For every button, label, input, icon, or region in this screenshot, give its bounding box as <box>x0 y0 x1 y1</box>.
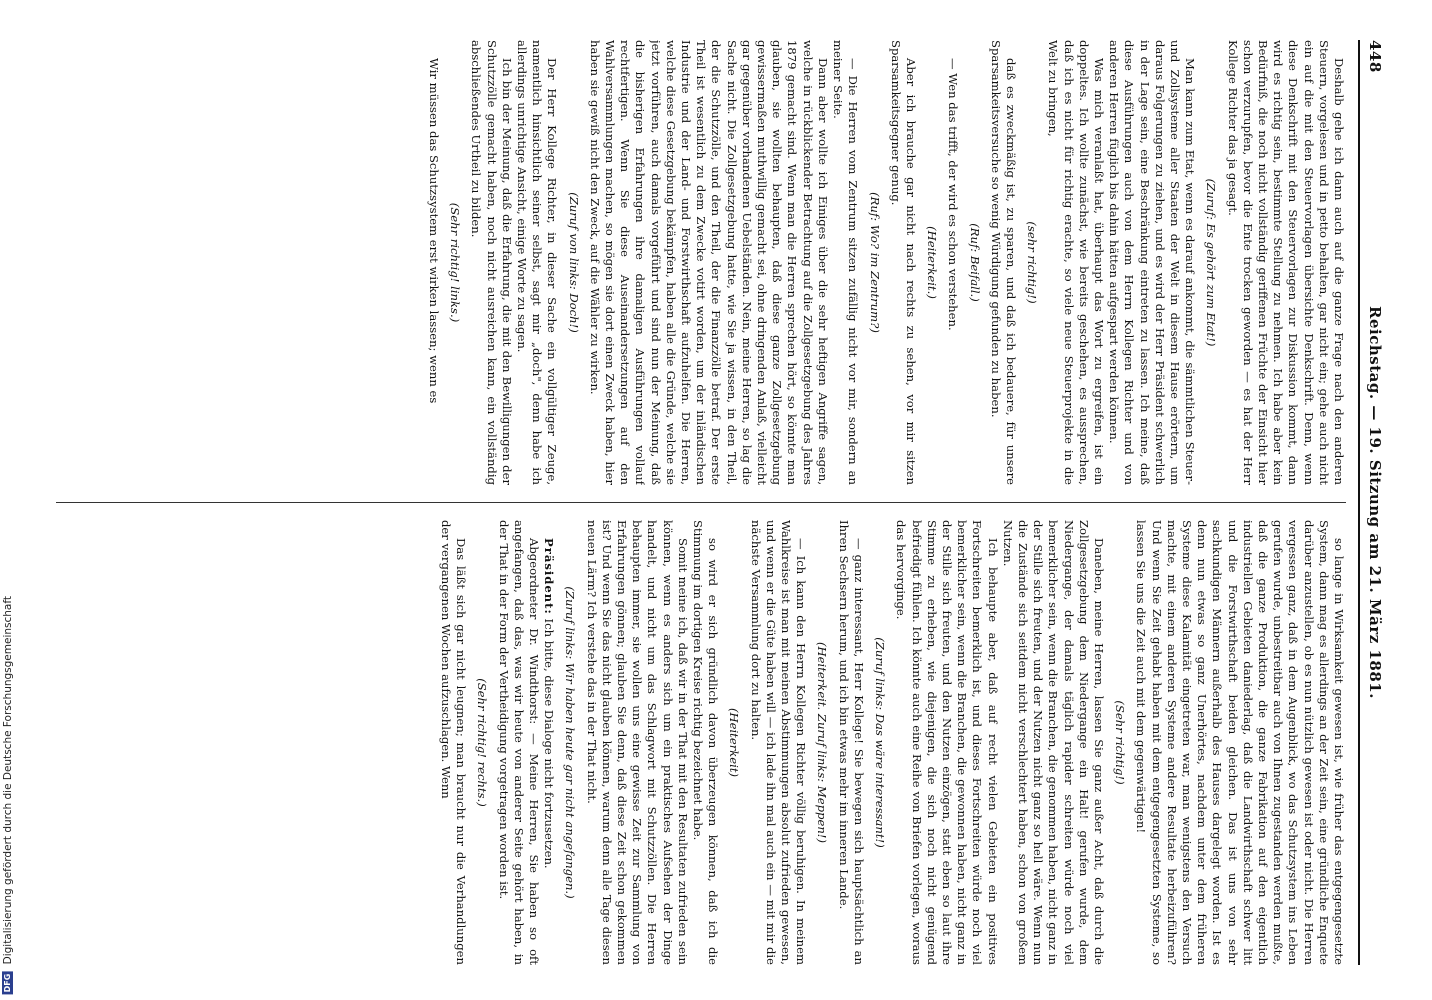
interjection: (Heiterkeit) <box>727 707 742 778</box>
left-column <box>46 40 1346 485</box>
paragraph: so lange in Wirksamkeit gewesen ist, wie früher das entgegengesetzte System, dann mag es allerdings an der Zeit sein, eine gründliche Enquete darüber anzustellen, ob es nun nützlich gewesen ist oder nicht. Die Herren vergessen ganz, daß in dem Augenblick, wo das Schutzsystem ins Leben gerufen wurde, unbestreitbar auch von Ihnen zugestanden werden mußte, daß die ganze Produktion, die ganze Fabrikation auf den eigentlich industriellen Gebieten daniederlag, daß die Landwirthschaft schwer litt und die Forstwirthschaft beiden gleichen. Das ist uns von sehr sachkundigen Männern außerhalb des Hauses dargelegt worden. Ist es denn nun etwas so ganz Unerhörtes, nachdem unter dem früheren Systeme diese Kalamität eingetreten war, man wenigstens den Versuch machte, mit einem anderen Systeme andere Resultate herbeizuführen? Und wenn Sie Zeit gehabt haben mit dem entgegengesetzten Systeme, so lassen Sie uns die Zeit auch mit dem gegenwärtigen! <box>1134 520 1346 965</box>
paragraph: — ganz interessant, Herr Kollege! Sie bewegen sich hauptsächtlich an Ihren Sechsern herum, und ich bin etwas mehr im inneren Lande. <box>836 520 866 965</box>
paragraph: Das läßt sich gar nicht leugnen; man braucht nur die Verhandlungen der vergangenen Wochen aufzuschlagen. Wenn <box>439 520 469 965</box>
paragraph: Ich behaupte aber, daß auf recht vielen Gebieten ein positives Fortschreiten bemerklich ist, und dieses Fortschreiten würde noch viel bemerklicher sein, wenn die Branchen, die gewonnen haben, nicht ganz in der Stille sich freuten, und den Nutzen einzögen, statt eben so laut ihre Stimme zu erheben, wie diejenigen, die sich noch nicht genügend befriedigt fühlen. Ich könnte auch eine Reihe von Briefen vorlegen, woraus das hervorginge. <box>894 520 1000 965</box>
interjection: (Zuruf links: Das wäre interessant!) <box>873 637 888 848</box>
paragraph: Der Herr Kollege Richter, in dieser Sache ein vollgültiger Zeuge, namentlich hinsichtlich seiner selbst, sagt mir „doch", denn habe ich allerdings unrichtige Ansicht, einige Worte zu sagen. <box>515 40 560 485</box>
digitization-credit: Digitalisierung gefördert durch die Deutsche Forschungsgemeinschaft <box>2 595 14 964</box>
speaker-paragraph <box>541 520 556 965</box>
paragraph: Deshalb gehe ich dann auch auf die ganze Frage nach den anderen Steuern, vorgelesen und in petto behalten, gar nicht ein; gehe auch nicht ein auf die mit den Steuervorlagen übersichte Denkschrift. Denn, wenn diese Denkschrift mit den Steuervorlagen zur Diskussion kommt, dann wird es richtig sein, bestimmte Stellung zu nehmen. Ich habe aber kein Bedürfniß, die noch nicht vollständig geriffenen Früchte der Einsicht hier schon verzurupfen, bevor die Ente trocken geworden — es hat der Herr Kollege Richter das ja gesagt. <box>1225 40 1346 485</box>
paragraph: Daneben, meine Herren, lassen Sie ganz außer Acht, daß durch die Zollgesetzgebung dem Niedergange ein Halt! gerufen wurde, dem Niedergange, der damals täglich rapider schreiten würde noch viel bemerklicher sein, wenn die Branchen, die genommen haben, nicht ganz in der Stille sich freuten, und der Nutzen nicht ganz so hell wäre. Wenn nun die Zustände sich seitdem nicht verschlechtert haben, schon von großem Nutzen. <box>1000 520 1106 965</box>
paragraph: Aber ich brauche gar nicht nach rechts zu sehen, vor mir sitzen Sparsamkeitsgegner genug. <box>888 40 918 485</box>
speaker-name: Präsident: <box>542 538 557 615</box>
interjection: (sehr richtig!) <box>1025 221 1040 304</box>
paragraph: Man kann zum Etat, wenn es darauf ankommt, die sämmtlichen Steuer- und Zollsysteme aller Staaten der Welt in diesem Hause erörtern, um daraus Folgerungen zu ziehen, und es wird der Herr Präsident schwerlich in der Lage sein, eine Beschränkung eintreten zu lassen. Ich meine, daß diese Ausführungen auch von dem Herrn Kollegen Richter und von anderen Herren füglich bis dahin hätten aufgespart werden können. <box>1107 40 1198 485</box>
interjection: (Zuruf links: Wir haben heute gar nicht angefangen.) <box>563 586 578 899</box>
paragraph: Abgeordneter Dr. Windthorst: — Meine Herren, Sie haben so oft angefangen, daß das, was wir heute von anderer Seite gehört haben, in der That in der Form der Vertheidigung vorgetragen worden ist. <box>496 520 542 965</box>
interjection: (Heiterkeit.) <box>925 226 940 299</box>
paragraph: — Wen das trifft, der wird es schon verstehen. <box>946 58 961 331</box>
paragraph: — Die Herren vom Zentrum sitzen zufällig nicht vor mir, sondern an meiner Seite. <box>831 40 861 485</box>
column-divider <box>56 502 1346 503</box>
paragraph: Ich bin der Meinung, daß die Erfahrung, die mit den Bewilligungen der Schutzzölle gemacht haben, noch nicht ausreichen kann, ein vollständig abschließendes Urtheil zu bilden. <box>469 40 514 485</box>
paragraph: so wird er sich gründlich davon überzeugen können, daß ich die Stimmung im dortigen Kreise richtig bezeichnet habe. <box>691 520 721 965</box>
running-title: Reichstag. — 19. Sitzung am 21. März 1881. <box>1366 306 1384 699</box>
paragraph: Somit meine ich, daß wir in der That mit den Resultaten zufrieden sein können, wenn es anders sich um ein praktisches Aufsehen der Dinge handelt, und nicht um das Schlagwort mit Schutzzöllen. Die Herren behaupten immer, sie wollen uns eine gewisse Zeit zur Sammlung von Erfahrungen gönnen; glauben Sie denn, daß diese Zeit schon gekommen ist? Und wenn Sie das nicht glauben können, warum denn alle Tage diesen neuen Lärm? Ich verstehe das in der That nicht. <box>584 520 690 965</box>
speech-text: Ich bitte, diese Dialoge nicht fortzusetzen. <box>542 614 557 869</box>
interjection: (Sehr richtig!) <box>1113 700 1128 785</box>
interjection: (Sehr richtig! rechts.) <box>475 678 490 807</box>
paragraph: daß es zweckmäßig ist, zu sparen, und daß ich bedauere, für unsere Sparsamkeitsversuche so wenig Würdigung gefunden zu haben. <box>988 40 1018 485</box>
header-rule <box>1358 40 1360 965</box>
scanned-page <box>26 0 1406 1000</box>
interjection: (Ruf: Beifall.) <box>967 223 982 302</box>
paragraph: Wir müssen das Schutzsystem erst wirken lassen; wenn es <box>427 58 442 404</box>
paragraph: Dann aber wollte ich Einiges über die sehr heftigen Angriffe sagen, welche in rückblickender Betrachtung auf die Zollgesetzgebung des Jahres 1879 gemacht sind. Wenn man die Herren sprechen hört, so könnte man glauben, sie wollten behaupten, daß diese ganze Zollgesetzgebung gewissermaßen muthwillig gemacht sei, ohne dringenden Anlaß, vielleicht gar gegenüber vorhandenen Uebelständen. Nein, meine Herren, so lag die Sache nicht. Die Zollgesetzgebung hatte, wie Sie ja wissen, in den Theil, der die Schutzzölle, und den Theil, der die Finanzzölle betraf. Der erste Theil ist wesentlich zu dem Zwecke votirt worden, um der inländischen Industrie und der Land- und Forstwirthschaft aufzuhelfen. Die Herren, welche diese Gesetzgebung bekämpfen, haben alle die Gründe, welche sie jetzt vorführen, auch damals vorgeführt und sind nun der Meinung, daß die bisherigen Erfahrungen ihre damaligen Ausführungen vollauf rechtfertigen. Wenn Sie diese Auseinandersetzungen auf den Wahlversammlungen machen, so mögen sie dort einen Zweck haben, hier haben sie gewiß nicht den Zweck, auf die Wähler zu wirken. <box>587 40 830 485</box>
right-column <box>46 520 1346 965</box>
interjection: (Zuruf von links: Doch!) <box>566 192 581 333</box>
interjection: (Sehr richtig! links.) <box>448 202 463 323</box>
paragraph: Was mich veranlaßt hat, überhaupt das Wort zu ergreifen, ist ein doppeltes. Ich wollte zunächst, wie bereits geschehen, es aussprechen, daß ich es nicht für richtig erachte, so viele neue Steuerprojekte in die Welt zu bringen, <box>1046 40 1106 485</box>
page-number: 448 <box>1366 40 1384 73</box>
interjection: (Heiterkeit. Zuruf links: Meppen!) <box>815 642 830 843</box>
interjection: (Ruf: Wo? im Zentrum?) <box>867 192 882 333</box>
interjection: (Zuruf: Es gehört zum Etat!) <box>1204 178 1219 347</box>
dfg-logo-icon: DFG <box>3 973 12 992</box>
paragraph: — Ich kann den Herrn Kollegen Richter völlig beruhigen. In meinem Wahlkreise ist man mit meinen Abstimmungen absolut zufrieden gewesen, und wenn er die Güte haben will — ich lade ihn mal auch ein — mit mir die nächste Versammlung dort zu halten. <box>748 520 809 965</box>
digitization-footer <box>0 0 22 1000</box>
